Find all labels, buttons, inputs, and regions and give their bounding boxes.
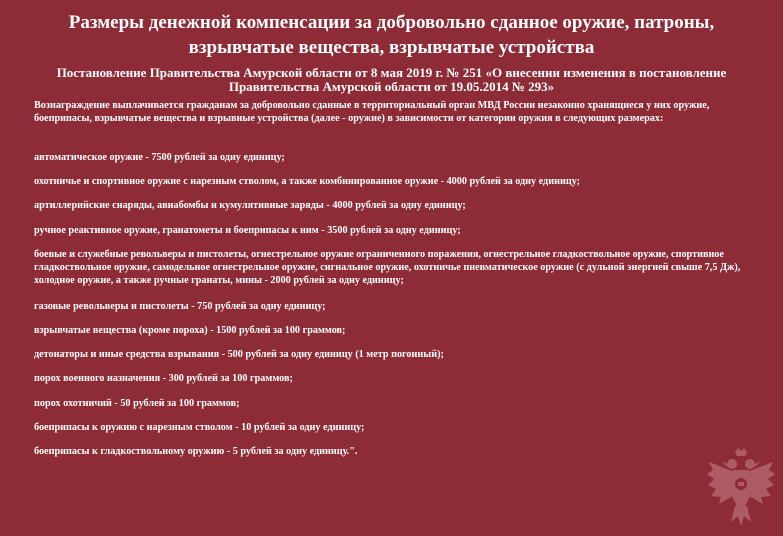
list-item-automatic-weapons: автоматическое оружие - 7500 рублей за одну единицу; bbox=[34, 152, 285, 163]
list-item-military-powder: порох военного назначения - 300 рублей за 100 граммов; bbox=[34, 373, 293, 385]
list-item-smoothbore-ammo: боеприпасы к гладкоствольному оружию - 5 рублей за одну единицу.". bbox=[34, 445, 358, 457]
list-item-detonators: детонаторы и иные средства взрывания - 500 рублей за одну единицу (1 метр погонный); bbox=[34, 349, 444, 361]
list-item-rocket-launchers: ручное реактивное оружие, гранатометы и боеприпасы к ним - 3500 рублей за одну единицу; bbox=[34, 224, 461, 236]
list-item-explosives: взрывчатые вещества (кроме пороха) - 1500 рублей за 100 граммов; bbox=[34, 324, 346, 336]
document-body bbox=[34, 99, 756, 469]
list-item-artillery-shells: артиллерийские снаряды, авиабомбы и кумулятивные заряды - 4000 рублей за одну единицу; bbox=[34, 200, 466, 212]
list-item-gas-pistols: газовые револьверы и пистолеты - 750 рублей за одну единицу; bbox=[34, 300, 326, 312]
list-item-pistols-and-other: боевые и служебные револьверы и пистолеты, огнестрельное оружие ограниченного поражения, огнестрельное гладкоствольное оружие, спортивное гладкоствольное оружие, самодельное огнестрельное оружие, сигнальное оружие, охотничье пневматическое оружие (с дульной энергией свыше 7,5 Дж), холодное оружие, а также ручные гранаты, мины - 2000 рублей за одну единицу; bbox=[34, 248, 741, 286]
double-headed-eagle-emblem-icon bbox=[705, 446, 777, 530]
page-title: Размеры денежной компенсации за добровольно сданное оружие, патроны, взрывчатые вещества, взрывчатые устройства bbox=[68, 12, 715, 58]
list-item-hunting-powder: порох охотничий - 50 рублей за 100 граммов; bbox=[34, 397, 240, 409]
list-item-rifled-ammo: боеприпасы к оружию с нарезным стволом - 10 рублей за одну единицу; bbox=[34, 421, 365, 433]
list-item-hunting-rifled: охотничье и спортивное оружие с нарезным стволом, а также комбинированное оружие - 4000 рублей за одну единицу; bbox=[34, 176, 581, 188]
decree-subtitle: Постановление Правительства Амурской области от 8 мая 2019 г. № 251 «О внесении изменения в постановление Правительства Амурской области от 19.05.2014 № 293» bbox=[56, 65, 727, 94]
intro-paragraph: Вознаграждение выплачивается гражданам за добровольно сданные в территориальный орган МВД России незаконно хранящиеся у них оружие, боеприпасы, взрывчатые вещества и взрывные устройства (далее - оружие) в зависимости от категории оружия в следующих размерах: bbox=[34, 100, 710, 124]
